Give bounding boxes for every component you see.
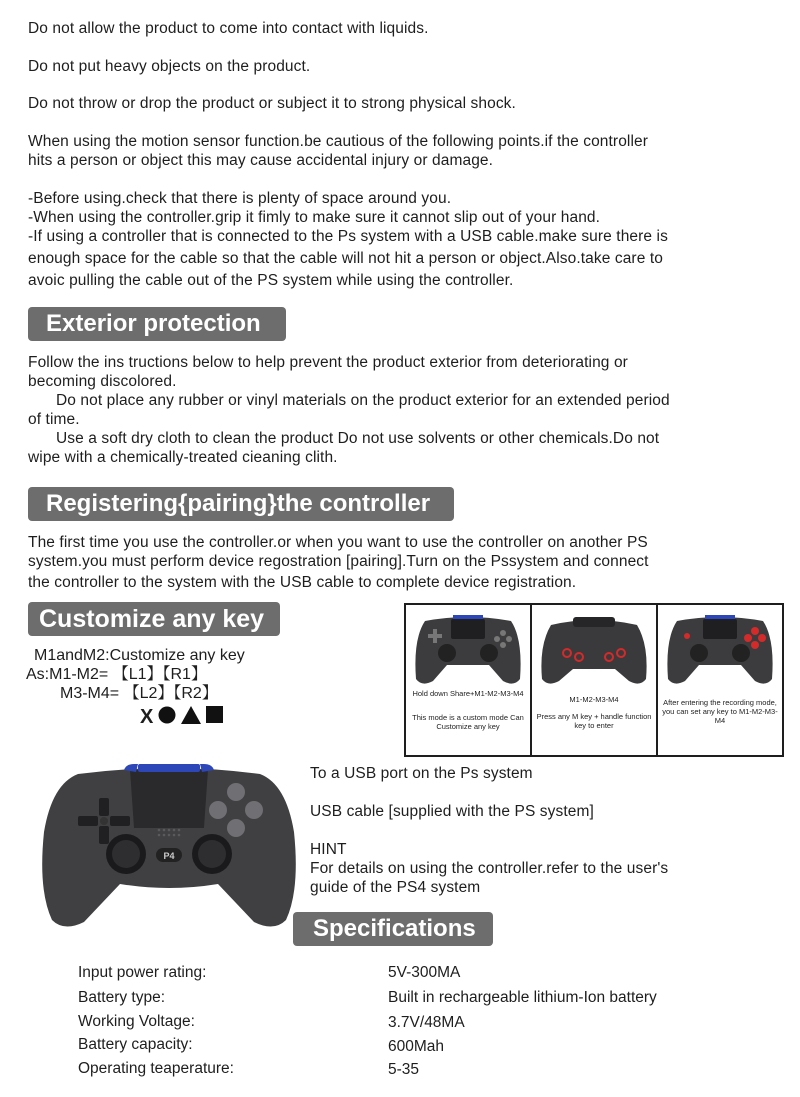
pairing-line-2: system.you must perform device regostration [pairing].Turn on the Pssystem and connect bbox=[28, 553, 649, 570]
specifications-heading: Specifications bbox=[293, 912, 493, 946]
controller-top-icon bbox=[411, 609, 525, 689]
p4-badge: P4 bbox=[163, 851, 175, 861]
exterior-line-5: Use a soft dry cloth to clean the product Do not use solvents or other chemicals.Do not bbox=[56, 430, 660, 447]
spec-label-battery-type: Battery type: bbox=[78, 989, 166, 1006]
mapping-instruction-panels bbox=[404, 603, 784, 757]
exterior-line-3: Do not place any rubber or vinyl materials on the product exterior for an extended period bbox=[56, 392, 670, 409]
circle-icon bbox=[158, 706, 176, 729]
warning-heavy-objects: Do not put heavy objects on the product. bbox=[28, 58, 311, 75]
spec-value-capacity: 600Mah bbox=[388, 1038, 445, 1055]
customize-heading: Customize any key bbox=[28, 602, 280, 636]
pairing-heading: Registering{pairing}the controller bbox=[28, 487, 454, 521]
spec-label-temperature: Operating teaperature: bbox=[78, 1060, 234, 1077]
customize-line-3: M3-M4= 【L2】【R2】 bbox=[60, 685, 218, 702]
spec-label-power: Input power rating: bbox=[78, 964, 207, 981]
usb-port-label: To a USB port on the Ps system bbox=[310, 765, 533, 782]
exterior-line-6: wipe with a chemically-treated cieaning clith. bbox=[28, 449, 338, 466]
customize-line-1: M1andM2:Customize any key bbox=[34, 647, 245, 664]
spec-value-temperature: 5-35 bbox=[388, 1061, 420, 1078]
panel-hold-share bbox=[406, 605, 532, 755]
warning-liquids: Do not allow the product to come into contact with liquids. bbox=[28, 20, 429, 37]
panel1-caption: Hold down Share+M1-M2-M3-M4 bbox=[412, 689, 524, 698]
motion-sensor-line-2: hits a person or object this may cause accidental injury or damage. bbox=[28, 152, 494, 169]
panel2-note: Press any M key + handle function key to enter bbox=[536, 712, 652, 730]
triangle-icon bbox=[181, 706, 201, 729]
hint-line-2: guide of the PS4 system bbox=[310, 879, 481, 896]
spec-value-battery-type: Built in rechargeable lithium-Ion battery bbox=[388, 989, 657, 1006]
usb-cable-label: USB cable [supplied with the PS system] bbox=[310, 803, 594, 820]
exterior-protection-heading: Exterior protection bbox=[28, 307, 286, 341]
face-button-symbols bbox=[140, 706, 223, 728]
customize-line-2: As:M1-M2= 【L1】【R1】 bbox=[26, 666, 207, 683]
pairing-line-3: the controller to the system with the USB cable to complete device registration. bbox=[28, 574, 577, 591]
exterior-line-4: of time. bbox=[28, 411, 80, 428]
exterior-line-1: Follow the ins tructions below to help prevent the product exterior from deteriorating or bbox=[28, 354, 628, 371]
panel-back-buttons bbox=[532, 605, 658, 755]
spec-value-voltage: 3.7V/48MA bbox=[388, 1014, 465, 1031]
bullet-grip: -When using the controller.grip it fimly to make sure it cannot slip out of your hand. bbox=[28, 209, 601, 226]
bullet-usb-line-2: enough space for the cable so that the cable will not hit a person or object.Also.take care to bbox=[28, 250, 663, 267]
controller-front-icon bbox=[38, 762, 300, 932]
spec-value-power: 5V-300MA bbox=[388, 964, 461, 981]
panel2-caption: M1-M2-M3-M4 bbox=[569, 695, 619, 704]
bullet-usb-line-1: -If using a controller that is connected to the Ps system with a USB cable.make sure there is bbox=[28, 228, 668, 245]
panel3-note: After entering the recording mode, you can set any key to M1-M2-M3-M4 bbox=[662, 698, 778, 725]
square-icon bbox=[206, 706, 223, 728]
bullet-usb-line-3: avoic pulling the cable out of the PS system while using the controller. bbox=[28, 272, 514, 289]
bullet-space: -Before using.check that there is plenty of space around you. bbox=[28, 190, 452, 207]
controller-back-icon bbox=[537, 609, 651, 689]
motion-sensor-line-1: When using the motion sensor function.be cautious of the following points.if the controller bbox=[28, 133, 648, 150]
panel-recording-mode bbox=[658, 605, 782, 755]
spec-label-voltage: Working Voltage: bbox=[78, 1013, 195, 1030]
warning-drop: Do not throw or drop the product or subject it to strong physical shock. bbox=[28, 95, 516, 112]
cross-symbol: X bbox=[140, 706, 154, 728]
hint-label: HINT bbox=[310, 841, 347, 858]
exterior-line-2: becoming discolored. bbox=[28, 373, 177, 390]
pairing-line-1: The first time you use the controller.or when you want to use the controller on another PS bbox=[28, 534, 648, 551]
panel1-note: This mode is a custom mode Can Customize any key bbox=[412, 713, 524, 731]
controller-record-icon bbox=[663, 609, 777, 689]
hint-line-1: For details on using the controller.refer to the user's bbox=[310, 860, 669, 877]
spec-label-capacity: Battery capacity: bbox=[78, 1036, 193, 1053]
